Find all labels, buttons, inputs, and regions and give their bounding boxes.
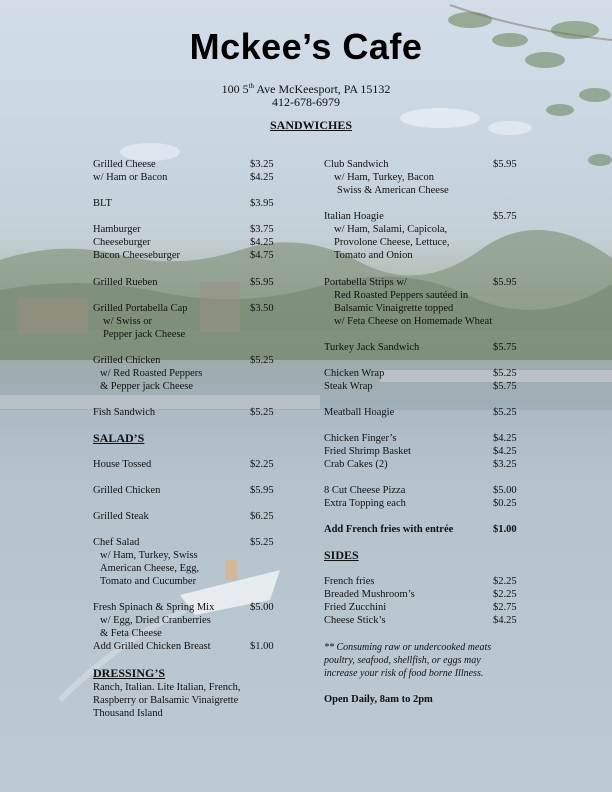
menu-item: Cheeseburger	[93, 237, 151, 248]
item-price: $5.00	[250, 602, 274, 613]
item-description: w/ Egg, Dried Cranberries	[100, 615, 211, 626]
menu-item: Meatball Hoagie	[324, 407, 395, 418]
item-price: $3.25	[250, 159, 274, 170]
item-price: $4.25	[493, 433, 517, 444]
menu-item: Hamburger	[93, 224, 141, 235]
dressing-list: Ranch, Italian. Lite Italian, French,	[93, 682, 241, 693]
item-price: $1.00	[493, 524, 517, 535]
salads-heading: SALAD’S	[93, 431, 145, 445]
menu-item: w/ Ham or Bacon	[93, 172, 168, 183]
address-block	[0, 80, 612, 109]
item-price: $5.95	[250, 277, 274, 288]
item-price: $2.75	[493, 602, 517, 613]
item-price: $2.25	[493, 576, 517, 587]
item-description: Pepper jack Cheese	[103, 329, 186, 340]
dressing-list: Thousand Island	[93, 708, 163, 719]
item-description: Red Roasted Peppers sautéed in	[334, 290, 469, 301]
item-price: $2.25	[493, 589, 517, 600]
menu-item: BLT	[93, 198, 112, 209]
item-description: w/ Ham, Salami, Capicola,	[334, 224, 448, 235]
item-price: $3.95	[250, 198, 274, 209]
item-price: $3.50	[250, 303, 274, 314]
menu-item: Chef Salad	[93, 537, 140, 548]
dressings-heading: DRESSING’S	[93, 666, 166, 680]
item-price: $4.25	[493, 446, 517, 457]
menu-item: Fresh Spinach & Spring Mix	[93, 602, 215, 613]
menu-item: Fried Shrimp Basket	[324, 446, 411, 457]
food-safety-warning: poultry, seafood, shellfish, or eggs may	[324, 655, 481, 666]
item-price: $1.00	[250, 641, 274, 652]
menu-item: Bacon Cheeseburger	[93, 250, 180, 261]
item-price: $5.95	[493, 159, 517, 170]
item-price: $4.25	[493, 615, 517, 626]
item-description: w/ Ham, Turkey, Swiss	[100, 550, 198, 561]
item-price: $4.75	[250, 250, 274, 261]
menu-item: Grilled Steak	[93, 511, 149, 522]
phone-number: 412-678-6979	[272, 95, 340, 109]
menu-item: Crab Cakes (2)	[324, 459, 388, 470]
item-price: $3.75	[250, 224, 274, 235]
item-description: w/ Swiss or	[103, 316, 153, 327]
menu-item: Add Grilled Chicken Breast	[93, 641, 211, 652]
menu-item: Portabella Strips w/	[324, 277, 407, 288]
item-price: $2.25	[250, 459, 274, 470]
item-price: $5.25	[493, 407, 517, 418]
menu-item: House Tossed	[93, 459, 152, 470]
menu-item: Grilled Chicken	[93, 485, 161, 496]
item-description: Tomato and Onion	[334, 250, 413, 261]
item-price: $6.25	[250, 511, 274, 522]
address-line: 100 5th Ave McKeesport, PA 15132	[221, 82, 391, 96]
item-price: $5.25	[250, 537, 274, 548]
menu-item: Turkey Jack Sandwich	[324, 342, 420, 353]
item-price: $4.25	[250, 237, 274, 248]
item-description: Provolone Cheese, Lettuce,	[334, 237, 450, 248]
item-description: Swiss & American Cheese	[337, 185, 449, 196]
item-price: $3.25	[493, 459, 517, 470]
item-price: $5.75	[493, 381, 517, 392]
item-description: w/ Feta Cheese on Homemade Wheat	[334, 316, 493, 327]
cafe-title: Mckee’s Cafe	[189, 26, 423, 67]
item-price: $5.95	[250, 485, 274, 496]
menu-item: Chicken Finger’s	[324, 433, 397, 444]
item-price: $5.25	[493, 368, 517, 379]
menu-item: Club Sandwich	[324, 159, 389, 170]
item-price: $5.25	[250, 355, 274, 366]
item-price: $4.25	[250, 172, 274, 183]
item-description: Balsamic Vinaigrette topped	[334, 303, 454, 314]
menu-item: Cheese Stick’s	[324, 615, 386, 626]
item-price: $0.25	[493, 498, 517, 509]
opening-hours: Open Daily, 8am to 2pm	[324, 694, 433, 705]
food-safety-warning: ** Consuming raw or undercooked meats	[324, 642, 492, 653]
menu-item: French fries	[324, 576, 375, 587]
menu-item: Grilled Cheese	[93, 159, 156, 170]
food-safety-warning: increase your risk of food borne Illness.	[324, 668, 484, 679]
menu-item: Steak Wrap	[324, 381, 373, 392]
menu-item: Extra Topping each	[324, 498, 406, 509]
item-description: & Pepper jack Cheese	[100, 381, 194, 392]
sandwiches-heading: SANDWICHES	[270, 118, 353, 132]
item-description: American Cheese, Egg,	[100, 563, 200, 574]
dressing-list: Raspberry or Balsamic Vinaigrette	[93, 695, 239, 706]
item-price: $5.25	[250, 407, 274, 418]
menu-item: Fried Zucchini	[324, 602, 387, 613]
menu-item: Fish Sandwich	[93, 407, 156, 418]
sides-heading: SIDES	[324, 548, 359, 562]
menu-item: Breaded Mushroom’s	[324, 589, 415, 600]
item-description: w/ Ham, Turkey, Bacon	[334, 172, 434, 183]
menu-item: Italian Hoagie	[324, 211, 384, 222]
item-description: & Feta Cheese	[100, 628, 162, 639]
menu-item: 8 Cut Cheese Pizza	[324, 485, 406, 496]
item-description: Tomato and Cucumber	[100, 576, 197, 587]
item-description: w/ Red Roasted Peppers	[100, 368, 203, 379]
menu-item: Grilled Portabella Cap	[93, 303, 188, 314]
menu-item: Grilled Chicken	[93, 355, 161, 366]
item-price: $5.75	[493, 342, 517, 353]
menu-item: Chicken Wrap	[324, 368, 385, 379]
item-price: $5.95	[493, 277, 517, 288]
menu-item: Grilled Rueben	[93, 277, 158, 288]
item-price: $5.00	[493, 485, 517, 496]
item-price: $5.75	[493, 211, 517, 222]
menu-item: Add French fries with entrée	[324, 524, 454, 535]
